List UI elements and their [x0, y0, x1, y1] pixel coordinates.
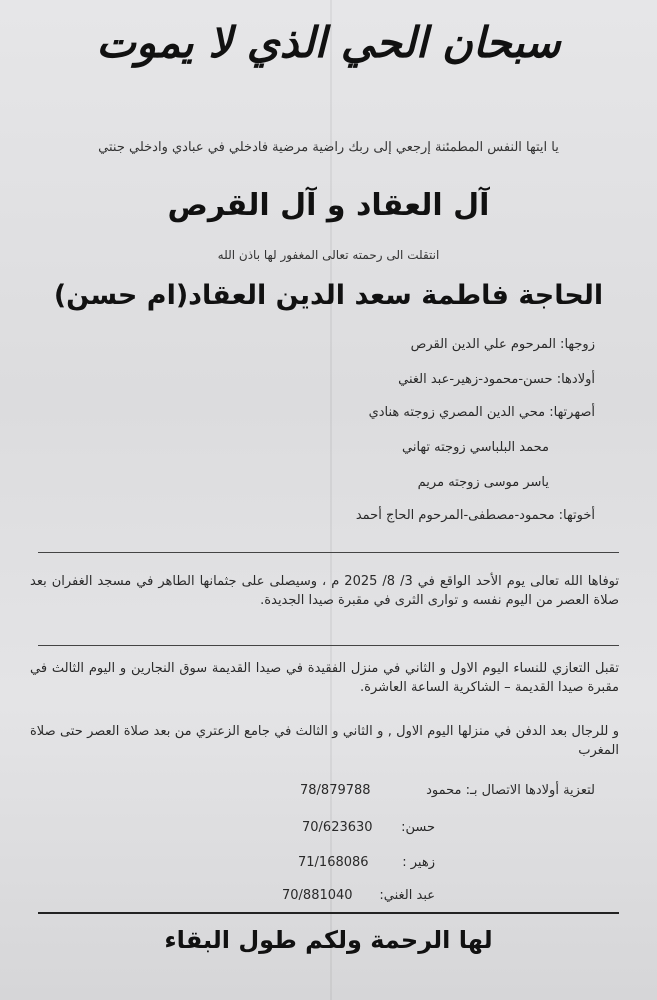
contact-intro: لتعزية أولادها الاتصال بـ: محمود: [426, 783, 595, 798]
relative-in-law-2: محمد البلباسي زوجته تهاني: [401, 440, 549, 455]
women-condolences: تقبل التعازي للنساء اليوم الاول و الثاني في منزل الفقيدة في صيدا القديمة سوق النجارين و اليوم الثالث في مقبرة صيدا القديمة – الشاكرية الساعة العاشرة.: [30, 661, 619, 695]
relative-in-laws: أصهرتها: محي الدين المصري زوجته هنادي: [368, 405, 595, 420]
contact-zuhair-label: زهير :: [402, 855, 435, 870]
family-names: آل العقاد و آل القرص: [167, 188, 490, 223]
contact-abdulghani-label: عبد الغني:: [379, 888, 435, 903]
men-condolences: و للرجال بعد الدفن في منزلها اليوم الاول , و الثاني و الثالث في جامع الزعتري من بعد صلاة العصر حتى صلاة المغرب: [30, 724, 619, 758]
contact-mahmoud-number: 78/879788: [300, 783, 371, 798]
divider: [38, 645, 619, 646]
contact-zuhair-number: 71/168086: [298, 855, 369, 870]
divider: [38, 552, 619, 553]
contact-hassan-label: حسن:: [401, 820, 435, 835]
passed-away-line: انتقلت الى رحمته تعالى المغفور لها باذن الله: [217, 248, 440, 262]
contact-hassan-number: 70/623630: [302, 820, 373, 835]
funeral-details: توفاها الله تعالى يوم الأحد الواقع في 3/ 8/ 2025 م ، وسيصلى على جثمانها الطاهر في مسجد الغفران بعد صلاة العصر من اليوم نفسه و توارى الثرى في مقبرة صيدا الجديدة.: [30, 574, 620, 608]
relative-siblings: أخوتها: محمود-مصطفى-المرحوم الحاج أحمد: [355, 508, 595, 523]
deceased-name: الحاجة فاطمة سعد الدين العقاد(ام حسن): [53, 280, 604, 311]
contact-abdulghani-number: 70/881040: [282, 888, 353, 903]
footer-blessing: لها الرحمة ولكم طول البقاء: [164, 926, 493, 954]
relative-in-law-3: ياسر موسى زوجته مريم: [417, 475, 549, 490]
footer-divider: [38, 912, 619, 914]
quran-verse: يا ايتها النفس المطمئنة إرجعي إلى ربك راضية مرضية فادخلي في عبادي وادخلي جنتي: [98, 140, 559, 155]
relative-children: أولادها: حسن-محمود-زهير-عبد الغني: [398, 372, 595, 387]
calligraphy-header: سبحان الحي الذي لا يموت: [96, 18, 561, 67]
relative-husband: زوجها: المرحوم علي الدين القرص: [410, 337, 595, 352]
